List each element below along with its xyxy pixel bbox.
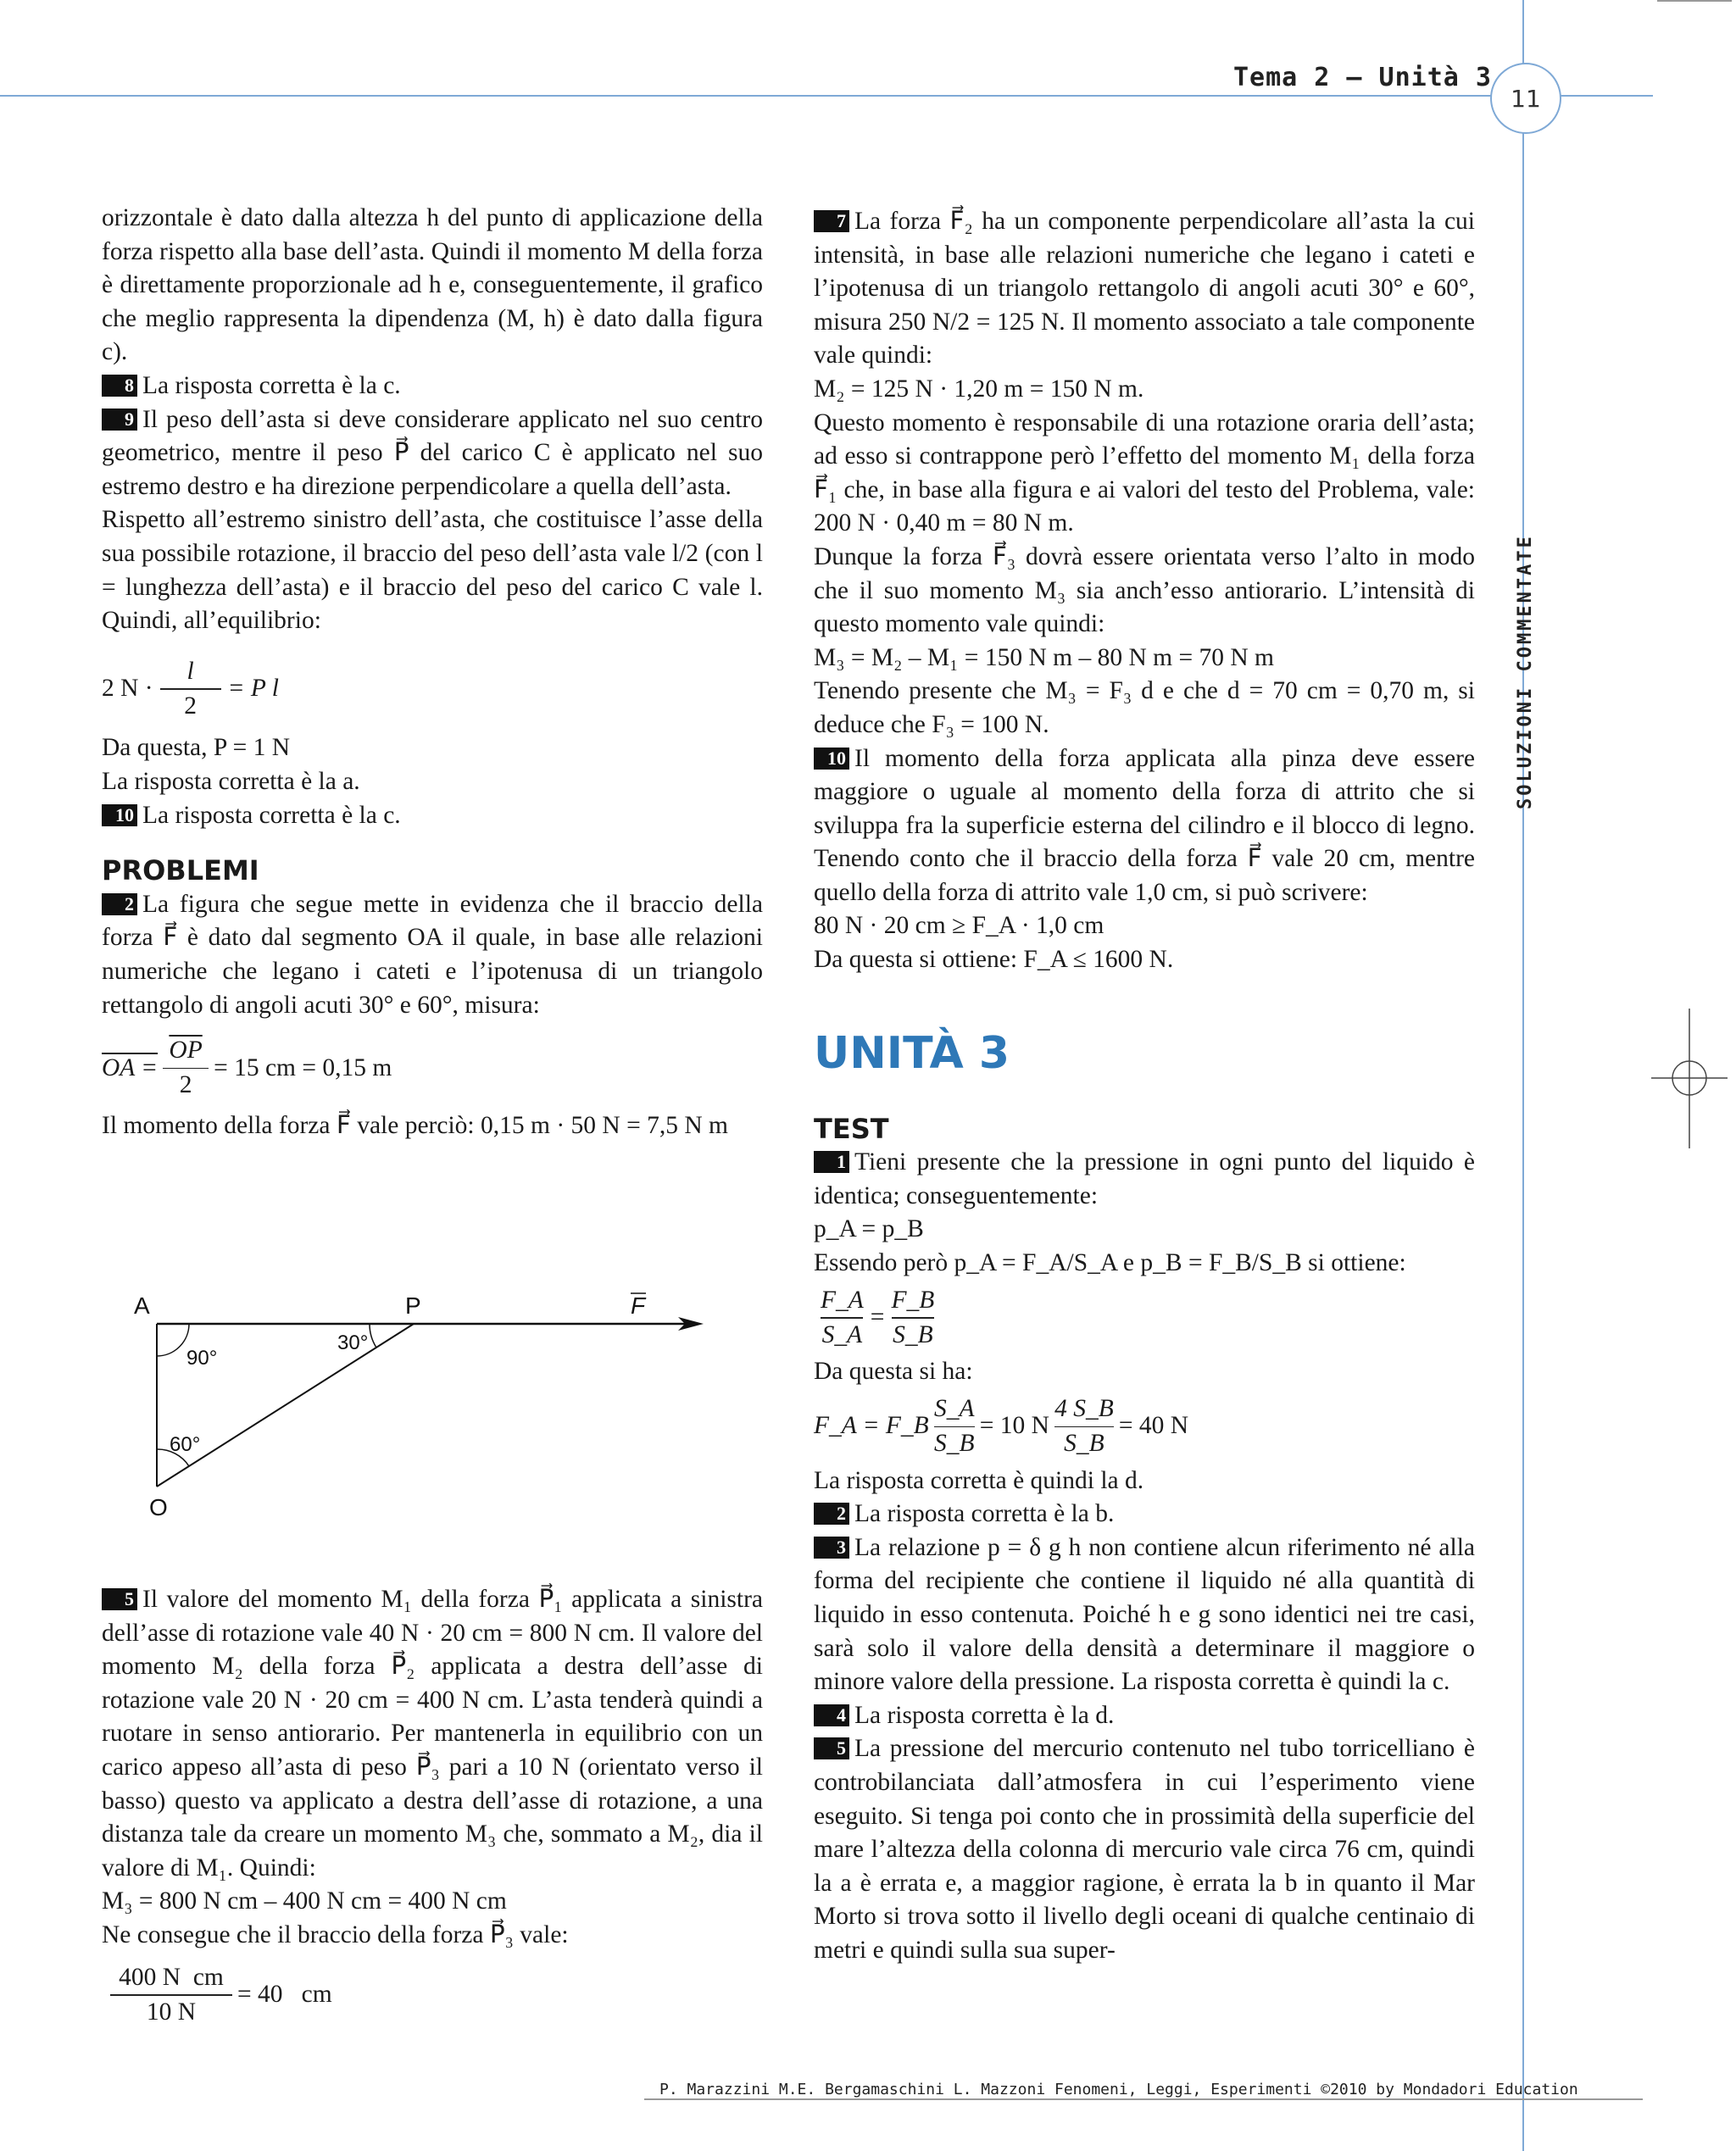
badge-p10: 10 [814,748,849,770]
label-A: A [134,1292,150,1319]
test-9-text-2: Rispetto all’estremo sinistro dell’asta, che costituisce l’asse della sua possibile rotazione, il braccio del peso dell’asta vale l/2 (con l = lunghezza dell’asta) e il braccio del peso del carico C vale l. Quindi, all’equilibrio: [102,506,763,635]
footer-rule [644,2098,1643,2100]
unit-3-heading: UNITÀ 3 [814,1027,1010,1079]
eq3-numerator: 400 N cm [119,1963,224,1991]
test-8-text: La risposta corretta è la c. [142,371,401,399]
problem-2-text: La figura che segue mette in evidenza che il braccio della forza F⃗ è dato dal segmento OA il quale, in base alle relazioni numeriche che legano i cateti e l’ipotenusa di un triangolo rettangolo di angoli acuti 30° e 60°, misura: [102,890,763,1019]
q1-eq3-n2: 4 S_B [1054,1394,1114,1422]
badge-8: 8 [102,375,137,397]
badge-9: 9 [102,409,137,431]
test-q1-fraction-eq [814,1284,1475,1353]
problem-10-text: Il momento della forza applicata alla pinza deve essere maggiore o uguale al momento della forza di attrito che si sviluppa fra la superficie esterna del cilindro e il blocco di legno. Tenendo conto che il braccio della forza F⃗ vale 20 cm, mentre quello della forza di attrito vale 1,0 cm, si può scrivere: [814,744,1475,906]
label-angle-30: 30° [337,1331,369,1354]
eq3-denominator: 10 N [146,1998,197,2026]
eq1-denominator: 2 [184,692,198,720]
q1-eq3-n1: S_A [933,1394,975,1422]
problem-7-text: La forza F⃗₂ ha un componente perpendicolare all’asta la cui intensità, in base alle relazioni numeriche che legano i cateti e l’ipotenusa di un triangolo rettangolo di angoli acuti 30° e 60°, misura 250 N/2 = 125 N. Il momento associato a tale componente vale quindi: [814,208,1475,370]
badge-q4: 4 [814,1704,849,1726]
q1-eq3-right: = 40 N [1118,1412,1189,1440]
problem-7-text-3: Dunque la forza F⃗₃ dovrà essere orientata verso l’alto in modo che il suo momento M₃ sia anch’esso antiorario. L’intensità di questo momento vale quindi: [814,542,1475,638]
page-header-title: Tema 2 – Unità 3 [1233,63,1492,92]
paragraph-intro: orizzontale è dato dalla altezza h del punto di applicazione della forza rispetto alla base dell’asta. Quindi il momento M della forza è direttamente proporzionale ad h e, conseguentemente, il grafico che meglio rappresenta la dipendenza (M, h) è dato dalla figura c). [102,204,763,366]
test-q4 [814,1699,1475,1733]
angle-90-arc [157,1324,189,1356]
angle-30-arc [370,1324,376,1348]
problem-5 [102,1583,763,1885]
q1-eq3-d2: S_B [1064,1430,1104,1457]
label-F: F [631,1292,646,1319]
problem-10-eq: 80 N · 20 cm ≥ F_A · 1,0 cm [814,912,1104,940]
eq2-right: = 15 cm = 0,15 m [214,1053,392,1081]
test-q1-answer: La risposta corretta è quindi la d. [814,1466,1144,1494]
header-rule [0,95,1653,97]
eq2-fraction [163,1034,209,1103]
label-O: O [149,1494,168,1517]
badge-q5: 5 [814,1737,849,1759]
problem-5-text-2: Ne consegue che il braccio della forza P⃗₃ vale: [102,1920,569,1948]
eq3-fraction [110,1961,232,2030]
eq1-right: = P l [227,675,279,703]
test-9-answer: La risposta corretta è la a. [102,768,360,795]
right-column [814,205,1475,1968]
label-angle-60: 60° [170,1433,201,1456]
q1-frac1-den: S_A [821,1320,863,1348]
q1-frac1 [821,1284,864,1353]
test-9-result: Da questa, P = 1 N [102,734,291,762]
q1-frac2-den: S_B [893,1320,933,1348]
test-q5-text: La pressione del mercurio contenuto nel tubo torricelliano è controbilanciata dall’atmosfera in cui l’esperimento viene eseguito. Si tenga poi conto che in prossimità della superficie del mare l’altezza della colonna di mercurio vale circa 76 cm, quindi la a è errata e, a maggior ragione, è errata la b in quanto il Mar Morto si trova sotto il livello degli oceani di qualche centinaio di metri e quindi sulla sua super- [814,1735,1475,1964]
q1-equals-sign: = [870,1303,885,1331]
eq1-fraction [160,655,221,724]
badge-p2: 2 [102,893,137,915]
q1-eq3-left: F_A = F_B [814,1412,929,1440]
test-9-text: Il peso dell’asta si deve considerare applicato nel suo centro geometrico, mentre il peso P⃗ del carico C è applicato nel suo estremo destro e ha direzione perpendicolare a quella dell’asta. [102,405,763,500]
q1-eq3-mid: = 10 N [979,1412,1049,1440]
test-q2-text: La risposta corretta è la b. [854,1500,1115,1528]
problem-7-eq1: M₂ = 125 N · 1,20 m = 150 N m. [814,375,1144,403]
left-column [102,202,763,1142]
test-9 [102,403,763,504]
test-q1-text-3: Da questa si ha: [814,1358,973,1386]
problem-2 [102,888,763,1022]
problem-5-text: Il valore del momento M₁ della forza P⃗₁ applicata a sinistra dell’asse di rotazione vale 40 N · 20 cm = 800 N cm. Il valore del momento M₂ della forza P⃗₂ applicata a destra dell’asse di rotazione vale 20 N · 20 cm = 400 N cm. L’asta tenderà quindi a ruotare in senso antiorario. Per mantenerla in equilibrio con un carico appeso all’asta di peso P⃗₃ pari a 10 N (orientato verso il basso) questo va applicato a destra dell’asse di rotazione, a una distanza tale da creare un momento M₃ che, sommato a M₂, dia il valore di M₁. Quindi: [102,1586,763,1881]
test-q4-text: La risposta corretta è la d. [854,1701,1115,1729]
problems-heading: PROBLEMI [102,854,259,887]
badge-p5: 5 [102,1588,137,1610]
q1-frac2-num: F_B [891,1286,935,1314]
eq2-numerator: $\overline{OP}$ [169,1037,203,1064]
equation-1 [102,655,763,724]
problem-7 [814,205,1475,373]
test-q3 [814,1531,1475,1699]
problem-7-eq2: M₃ = M₂ – M₁ = 150 N m – 80 N m = 70 N m [814,643,1274,671]
footer-credits: P. Marazzini M.E. Bergamaschini L. Mazzoni Fenomeni, Leggi, Esperimenti ©2010 by Mondadori Education [659,2081,1578,2098]
equation-3 [102,1961,763,2030]
page-number: 11 [1490,63,1561,134]
sidebar-label: SOLUZIONI COMMENTATE [1515,534,1536,809]
test-q2 [814,1498,1475,1531]
badge-q1: 1 [814,1151,849,1173]
q1-eq3-d1: S_B [933,1430,975,1457]
badge-q2: 2 [814,1503,849,1525]
q1-eq3-frac2 [1054,1392,1114,1461]
test-q3-text: La relazione p = δ g h non contiene alcun riferimento né alla forma del recipiente che contiene il liquido né alla quantità di liquido in esso contenuta. Poiché h e g sono identici nei tre casi, sarà solo il valore della densità a determinare il maggiore o minore valore della pressione. La risposta corretta è quindi la c. [814,1533,1475,1696]
problem-7-text-2: Questo momento è responsabile di una rotazione oraria dell’asta; ad esso si contrappone però l’effetto del momento M₁ della forza F⃗₁ che, in base alla figura e ai valori del testo del Problema, vale: 200 N · 0,40 m = 80 N m. [814,409,1475,537]
test-q1 [814,1146,1475,1213]
test-10 [102,799,763,833]
test-10-text: La risposta corretta è la c. [142,801,401,829]
badge-q3: 3 [814,1537,849,1559]
eq2-denominator: 2 [179,1071,192,1099]
problem-7-text-4: Tenendo presente che M₃ = F₃ d e che d = 70 cm = 0,70 m, si deduce che F₃ = 100 N. [814,677,1475,738]
problem-10-result: Da questa si ottiene: F_A ≤ 1600 N. [814,946,1174,974]
test-q5 [814,1732,1475,1967]
eq1-numerator: l [186,657,194,685]
test-q1-eq1: p_A = p_B [814,1215,924,1243]
problem-5-equation: M₃ = 800 N cm – 400 N cm = 400 N cm [102,1887,507,1915]
eq2-left: OA = [102,1053,159,1081]
eq1-left: 2 N · [102,675,153,703]
equation-2 [102,1034,763,1103]
badge-p7: 7 [814,210,849,232]
test-q1-text-2: Essendo però p_A = F_A/S_A e p_B = F_B/S_B si ottiene: [814,1249,1406,1277]
label-P: P [405,1292,421,1319]
q1-frac1-num: F_A [821,1286,864,1314]
eq3-right: = 40 cm [237,1981,332,2009]
test-q1-eq3 [814,1392,1475,1461]
top-right-tick [1657,0,1732,2]
problem-10 [814,742,1475,910]
test-8 [102,370,763,403]
q1-eq3-frac1 [934,1392,975,1461]
lever-arm-diagram [119,1280,712,1517]
test-q1-text: Tieni presente che la pressione in ogni punto del liquido è identica; conseguentemente: [814,1148,1475,1209]
q1-frac2 [891,1284,934,1353]
test-heading: TEST [814,1112,889,1145]
left-column-bottom [102,1583,763,2029]
problem-2-moment: Il momento della forza F⃗ vale perciò: 0,15 m · 50 N = 7,5 N m [102,1111,728,1139]
margin-rule [1522,0,1524,2151]
label-angle-90: 90° [186,1347,218,1370]
badge-10: 10 [102,804,137,826]
registration-mark-icon [1651,1009,1728,1148]
